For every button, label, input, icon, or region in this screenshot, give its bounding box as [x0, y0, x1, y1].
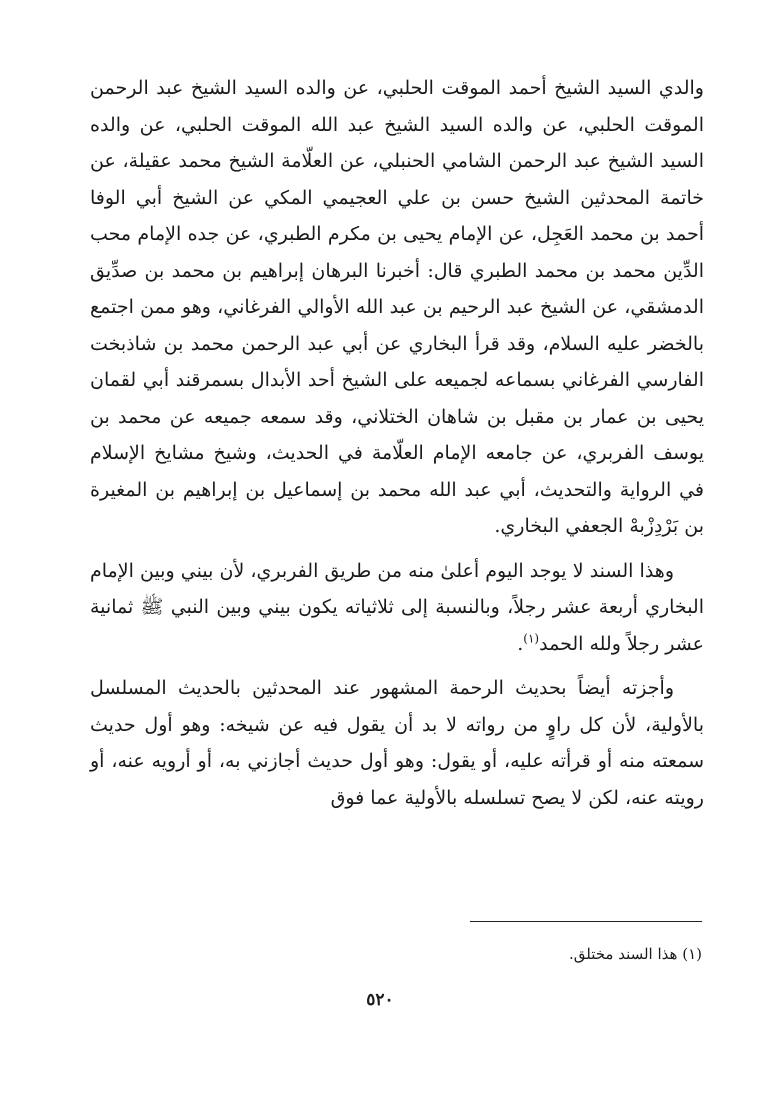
- sanad-note-paragraph: [90, 553, 704, 663]
- sentence-end: .: [517, 632, 524, 655]
- footnote-1: (١) هذا السند مختلق.: [568, 945, 702, 963]
- footnote-reference: (١): [523, 631, 540, 646]
- page-body: [90, 70, 704, 816]
- sanad-note-text: وهذا السند لا يوجد اليوم أعلىٰ منه من طريق الفربري، لأن بيني وبين الإمام البخاري أربعة عشر رجلاً، وبالنسبة إلى ثلاثياته يكون بيني وبين النبي ﷺ ثمانية عشر رجلاً ولله الحمد: [90, 559, 704, 655]
- isnad-paragraph: والدي السيد الشيخ أحمد الموقت الحلبي، عن والده السيد الشيخ عبد الرحمن الموقت الحلبي، عن والده السيد الشيخ عبد الله الموقت الحلبي، عن والده السيد الشيخ عبد الرحمن الشامي الحنبلي، عن العلّامة الشيخ محمد عقيلة، عن خاتمة المحدثين الشيخ حسن بن علي العجيمي المكي عن الشيخ أبي الوفا أحمد بن محمد العَجِل، عن الإمام يحيى بن مكرم الطبري، عن جده الإمام محب الدِّين محمد بن محمد الطبري قال: أخبرنا البرهان إبراهيم بن محمد بن صدِّيق الدمشقي، عن الشيخ عبد الرحيم بن عبد الله الأوالي الفرغاني، وهو ممن اجتمع بالخضر عليه السلام، وقد قرأ البخاري عن أبي عبد الرحمن محمد بن شاذبخت الفارسي الفرغاني بسماعه لجميعه على الشيخ أحد الأبدال بسمرقند أبي لقمان يحيى بن عمار بن مقبل بن شاهان الختلاني، وقد سمعه جميعه عن محمد بن يوسف الفربري، عن جامعه الإمام العلّامة في الحديث، وشيخ مشايخ الإسلام في الرواية والتحديث، أبي عبد الله محمد بن إسماعيل بن إبراهيم بن المغيرة بن بَرْدِزْبهْ الجعفي البخاري.: [90, 77, 704, 537]
- musalsal-paragraph: وأجزته أيضاً بحديث الرحمة المشهور عند المحدثين بالحديث المسلسل بالأولية، لأن كل راوٍ من رواته لا بد أن يقول فيه عن شيخه: وهو أول حديث سمعته منه أو قرأته عليه، أو يقول: وهو أول حديث أجازني به، أو أرويه عنه، أو رويته عنه، لكن لا يصح تسلسله بالأولية عما فوق: [90, 677, 704, 809]
- footnote-divider: [470, 921, 702, 922]
- page-number: ٥٢٠: [366, 990, 394, 1010]
